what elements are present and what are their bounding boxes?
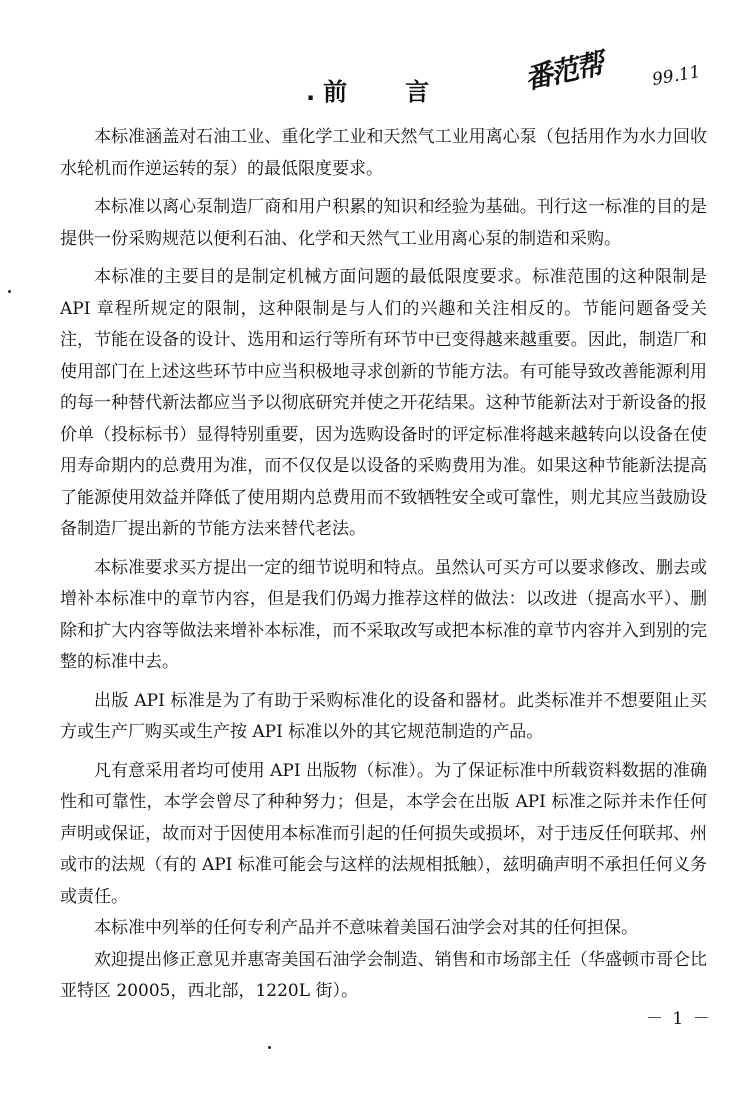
title-prefix: . [305, 78, 316, 106]
page-number: － 1 － [646, 1009, 712, 1029]
document-body [60, 122, 707, 1015]
paragraph-7: 本标准中列举的任何专利产品并不意味着美国石油学会对其的任何担保。 [94, 918, 638, 938]
paragraph-3: 本标准的主要目的是制定机械方面问题的最低限度要求。标准范围的这种限制是 API 章程所规定的限制，这种限制是与人们的兴趣和关注相反的。节能问题备受关注，节能在设备的设计、选用和运行等所有环节中已变得越来越重要。因此，制造厂和使用部门在上述这些环节中应当积极地寻求创新的节能方法。有可能导致改善能源利用的每一种替代新法都应当予以彻底研究并使之开花结果。这种节能新法对于新设备的报价单（投标标书）显得特别重要，因为选购设备时的评定标准将越来越转向以设备在使用寿命期内的总费用为准，而不仅仅是以设备的采购费用为准。如果这种节能新法提高了能源使用效益并降低了使用期内总费用而不致牺牲安全或可靠性，则尤其应当鼓励设备制造厂提出新的节能方法来替代老法。 [60, 267, 707, 539]
scan-speck [268, 1046, 271, 1049]
scan-speck [8, 290, 11, 293]
title-char-2: 言 [405, 78, 430, 106]
paragraph-8: 欢迎提出修正意见并惠寄美国石油学会制造、销售和市场部主任（华盛顿市哥仑比亚特区 20005，西北部，1220L 街）。 [60, 949, 707, 1001]
handwritten-date: 99.11 [650, 61, 703, 91]
paragraph-5: 出版 API 标准是为了有助于采购标准化的设备和器材。此类标准并不想要阻止买方或生产厂购买或生产按 API 标准以外的其它规范制造的产品。 [60, 690, 707, 742]
handwritten-signature: 番范帮 [521, 47, 606, 96]
paragraph-6: 凡有意采用者均可使用 API 出版物（标准）。为了保证标准中所载资料数据的准确性和可靠性，本学会曾尽了种种努力；但是，本学会在出版 API 标准之际并未作任何声明或保证，故而对于因使用本标准而引起的任何损失或损坏，对于违反任何联邦、州或市的法规（有的 API 标准可能会与这样的法规相抵触），兹明确声明不承担任何义务或责任。 [60, 760, 707, 907]
paragraph-1: 本标准涵盖对石油工业、重化学工业和天然气工业用离心泵（包括用作为水力回收水轮机而作逆运转的泵）的最低限度要求。 [60, 127, 707, 179]
paragraph-4: 本标准要求买方提出一定的细节说明和特点。虽然认可买方可以要求修改、删去或增补本标准中的章节内容，但是我们仍竭力推荐这样的做法：以改进（提高水平）、删除和扩大内容等做法来增补本标准，而不采取改写或把本标准的章节内容并入到别的完整的标准中去。 [60, 557, 707, 672]
page-title [0, 72, 743, 107]
paragraph-2: 本标准以离心泵制造厂商和用户积累的知识和经验为基础。刊行这一标准的目的是提供一份采购规范以便利石油、化学和天然气工业用离心泵的制造和采购。 [60, 197, 707, 249]
title-char-1: 前 [323, 78, 348, 106]
